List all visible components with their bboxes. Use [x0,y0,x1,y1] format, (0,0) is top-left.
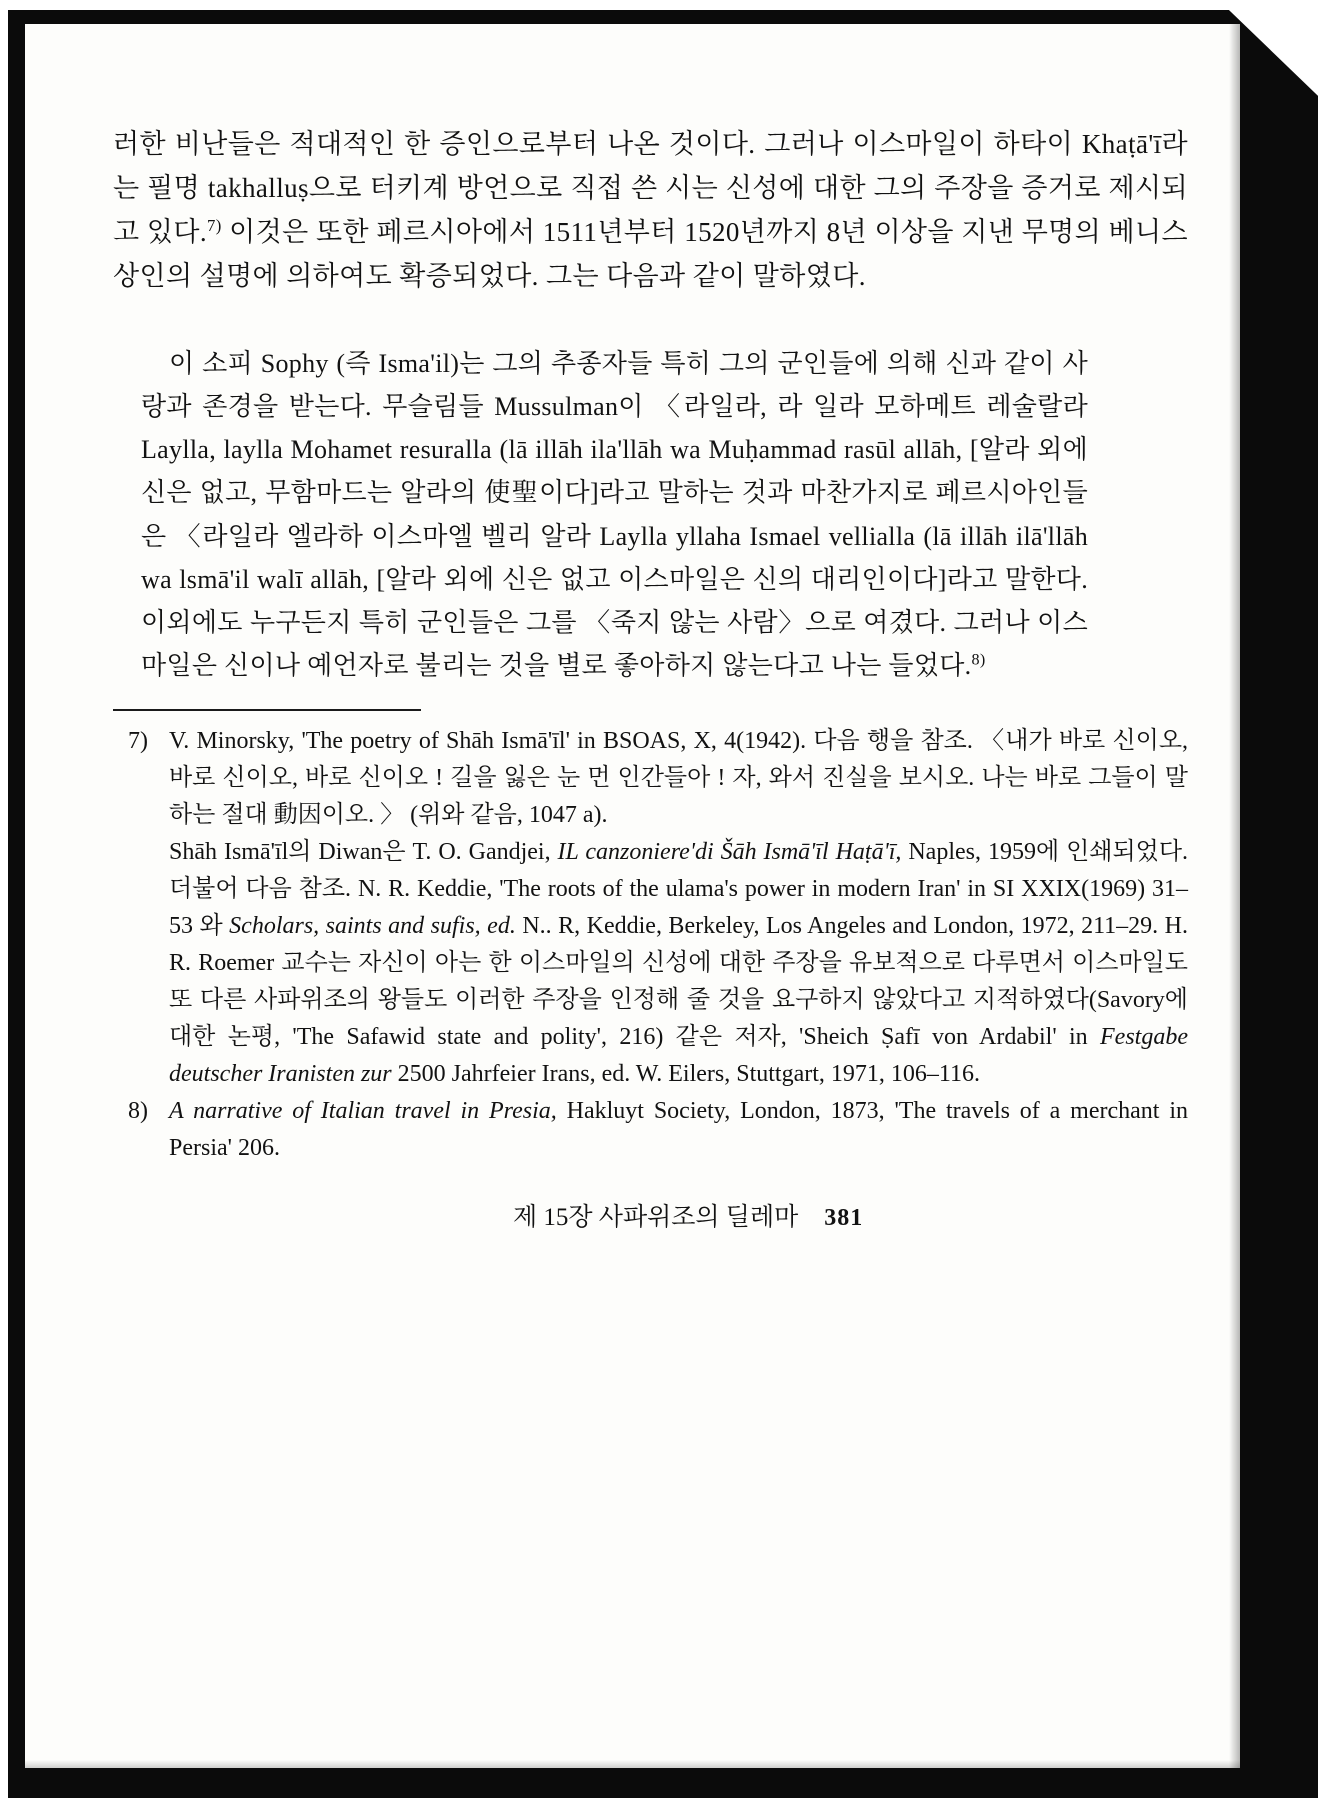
footnote-8-number: 8) [128,1097,148,1124]
footnote-7-paragraph-1: V. Minorsky, 'The poetry of Shāh Ismā'īl' in BSOAS, X, 4(1942). 다음 행을 참조. 〈내가 바로 신이오, 바로 신이오, 바로 신이오 ! 길을 잃은 눈 먼 인간들아 ! 자, 와서 진실을 보시오. 나는 바로 그들이 말하는 절대 動因이오. 〉 (위와 같음, 1047 a). [169,728,1188,829]
footnotes [113,723,1188,1166]
footnote-7-paragraph-2: Shāh Ismā'īl의 Diwan은 T. O. Gandjei, IL canzoniere'di Šāh Ismā'īl Haṭā'ī, Naples, 1959에 인쇄되었다. 더불어 다음 참조. N. R. Keddie, 'The roots of the ulama's power in modern Iran' in SI XXIX(1969) 31–53 와 Scholars, saints and sufis, ed. N.. R, Keddie, Berkeley, Los Angeles and London, 1972, 211–29. H. R. Roemer 교수는 자신이 아는 한 이스마일의 신성에 대한 주장을 유보적으로 다루면서 이스마일도 또 다른 사파위조의 왕들도 이러한 주장을 인정해 줄 것을 요구하지 않았다고 지적하였다(Savory에 대한 논평, 'The Safawid state and polity', 216) 같은 저자, 'Sheich Ṣafī von Ardabil' in Festgabe deutscher Iranisten zur 2500 Jahrfeier Irans, ed. W. Eilers, Stuttgart, 1971, 106–116. [169,839,1189,1087]
page-content [25,24,1240,1233]
quote-paragraph: 이 소피 Sophy (즉 Isma'il)는 그의 추종자들 특히 그의 군인들에 의해 신과 같이 사랑과 존경을 받는다. 무슬림들 Mussulman이 〈라일라, 라 일라 모하메트 레술랄라 Laylla, laylla Mohamet resuralla (lā illāh ila'llāh wa Muḥammad rasūl allāh, [알라 외에 신은 없고, 무함마드는 알라의 使聖이다]라고 말하는 것과 마찬가지로 페르시아인들은 〈라일라 엘라하 이스마엘 벨리 알라 Laylla yllaha Ismael vellialla (lā illāh ilā'llāh wa lsmā'il walī allāh, [알라 외에 신은 없고 이스마일은 신의 대리인이다]라고 말한다. 이외에도 누구든지 특히 군인들은 그를 〈죽지 않는 사람〉으로 여겼다. 그러나 이스마일은 신이나 예언자로 불리는 것을 별로 좋아하지 않는다고 나는 들었다.$^{8)}$ [141,349,1088,681]
footnote-separator [113,709,421,711]
footnote-8 [113,1093,1188,1167]
page [25,24,1240,1768]
chapter-title: 제 15장 사파위조의 딜레마 [513,1203,799,1231]
page-edge-shadow-bottom [25,1760,1240,1768]
page-number: 381 [824,1204,864,1231]
footnote-7 [113,723,1188,1093]
page-footer [513,1197,1188,1233]
footnote-8-paragraph-1: A narrative of Italian travel in Presia, Hakluyt Society, London, 1873, 'The travels of a merchant in Persia' 206. [169,1097,1188,1161]
footnote-7-number: 7) [128,728,148,755]
body-paragraph: 러한 비난들은 적대적인 한 증인으로부터 나온 것이다. 그러나 이스마일이 하타이 Khaṭā'ī라는 필명 takhalluṣ으로 터키계 방언으로 직접 쓴 시는 신성에 대한 그의 주장을 증거로 제시되고 있다.$^{7)}$ 이것은 또한 페르시아에서 1511년부터 1520년까지 8년 이상을 지낸 무명의 베니스 상인의 설명에 의하여도 확증되었다. 그는 다음과 같이 말하였다. [113,129,1188,291]
